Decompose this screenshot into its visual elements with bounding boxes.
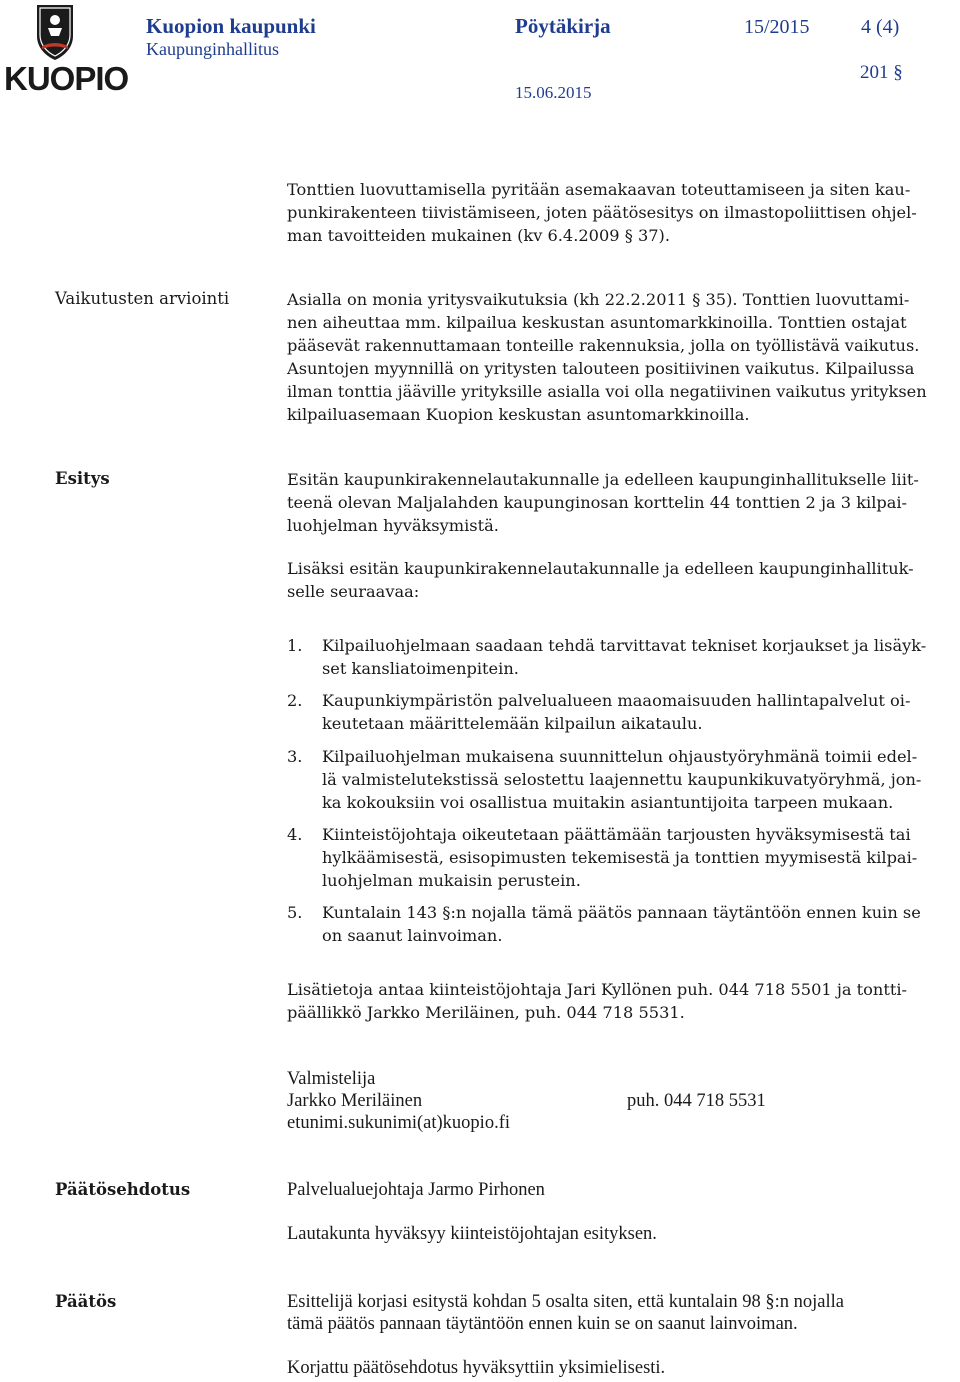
coat-of-arms-icon bbox=[4, 2, 104, 64]
list-item-line: Kiinteistöjohtaja oikeutetaan päättämään tarjousten hyväksymisestä tai bbox=[322, 825, 911, 844]
esitys-line: Esitän kaupunkirakennelautakunnalle ja edelleen kaupunginhallitukselle liit- bbox=[287, 470, 919, 489]
list-item-line: ka kokouksiin voi osallistua muitakin asiantuntijoita tarpeen mukaan. bbox=[322, 793, 894, 812]
vaikutukset-paragraph bbox=[287, 288, 960, 426]
intro-paragraph bbox=[287, 178, 960, 247]
list-item-text bbox=[322, 901, 957, 947]
paatosehdotus-proposal: Lautakunta hyväksyy kiinteistöjohtajan esityksen. bbox=[287, 1224, 657, 1244]
vaikutukset-label: Vaikutusten arviointi bbox=[55, 289, 230, 308]
valmistelija-block bbox=[287, 1068, 960, 1138]
list-item-line: keutetaan määrittelemään kilpailun aikataulu. bbox=[322, 714, 703, 733]
info-paragraph bbox=[287, 978, 960, 1024]
list-item-line: on saanut lainvoiman. bbox=[322, 926, 503, 945]
header-doc-type: Pöytäkirja bbox=[515, 14, 611, 38]
list-item-line: Kuntalain 143 §:n nojalla tämä päätös pannaan täytäntöön ennen kuin se bbox=[322, 903, 921, 922]
header-year-mark: 201 § bbox=[860, 62, 903, 83]
list-item-line: Kaupunkiympäristön palvelualueen maaomaisuuden hallintapalvelut oi- bbox=[322, 691, 911, 710]
kuopio-logo bbox=[4, 2, 129, 100]
vaikutukset-line: Asuntojen myynnillä on yritysten talouteen positiivinen vaikutus. Kilpailussa bbox=[287, 359, 915, 378]
list-item-number: 5. bbox=[287, 903, 303, 922]
list-item-text bbox=[322, 634, 957, 680]
valmistelija-title: Valmistelija bbox=[287, 1069, 376, 1089]
vaikutukset-line: pääsevät rakennuttamaan tonteille rakennuksia, jolla on työllistävä vaikutus. bbox=[287, 336, 920, 355]
info-line: Lisätietoja antaa kiinteistöjohtaja Jari Kyllönen puh. 044 718 5501 ja tontti- bbox=[287, 980, 907, 999]
list-item-line: Kilpailuohjelman mukaisena suunnittelun ohjaustyöryhmänä toimii edel- bbox=[322, 747, 918, 766]
intro-line: Tonttien luovuttamisella pyritään asemakaavan toteuttamiseen ja siten kau- bbox=[287, 180, 911, 199]
esitys-label: Esitys bbox=[55, 469, 110, 488]
esitys-line: teenä olevan Maljalahden kaupunginosan korttelin 44 tonttien 2 ja 3 kilpai- bbox=[287, 493, 908, 512]
esitys-line: selle seuraavaa: bbox=[287, 582, 420, 601]
paatosehdotus-label: Päätösehdotus bbox=[55, 1180, 191, 1199]
esitys-paragraph-2 bbox=[287, 557, 960, 603]
vaikutukset-line: Asialla on monia yritysvaikutuksia (kh 22.2.2011 § 35). Tonttien luovuttami- bbox=[287, 290, 910, 309]
vaikutukset-line: ilman tonttia jääville yrityksille asialla voi olla negatiivinen vaikutus yrityksen bbox=[287, 382, 927, 401]
info-line: päällikkö Jarkko Meriläinen, puh. 044 718 5531. bbox=[287, 1003, 685, 1022]
intro-line: punkirakenteen tiivistämiseen, joten päätösesitys on ilmastopoliittisen ohjel- bbox=[287, 203, 917, 222]
list-item-number: 1. bbox=[287, 636, 303, 655]
vaikutukset-line: nen aiheuttaa mm. kilpailua keskustan asuntomarkkinoilla. Tonttien ostajat bbox=[287, 313, 907, 332]
valmistelija-phone: puh. 044 718 5531 bbox=[627, 1091, 766, 1111]
list-item-line: lä valmistelutekstissä selostettu laajennettu kaupunkikuvatyöryhmä, jon- bbox=[322, 770, 922, 789]
vaikutukset-line: kilpailuasemaan Kuopion keskustan asuntomarkkinoilla. bbox=[287, 405, 750, 424]
list-item-line: hylkäämisestä, esisopimusten tekemisestä ja tonttien myymisestä kilpai- bbox=[322, 848, 918, 867]
paatos-line: tämä päätös pannaan täytäntöön ennen kuin se on saanut lainvoiman. bbox=[287, 1314, 798, 1334]
header-date: 15.06.2015 bbox=[515, 83, 592, 102]
list-item-line: Kilpailuohjelmaan saadaan tehdä tarvittavat tekniset korjaukset ja lisäyk- bbox=[322, 636, 927, 655]
header-body: Kaupunginhallitus bbox=[146, 39, 279, 59]
esitys-line: Lisäksi esitän kaupunkirakennelautakunnalle ja edelleen kaupunginhallituk- bbox=[287, 559, 914, 578]
paatos-line: Esittelijä korjasi esitystä kohdan 5 osalta siten, että kuntalain 98 §:n nojalla bbox=[287, 1292, 844, 1312]
list-item-text bbox=[322, 823, 957, 892]
list-item-number: 2. bbox=[287, 691, 303, 710]
valmistelija-name: Jarkko Meriläinen bbox=[287, 1091, 423, 1111]
valmistelija-email: etunimi.sukunimi(at)kuopio.fi bbox=[287, 1113, 511, 1133]
list-item-number: 3. bbox=[287, 747, 303, 766]
header-number: 15/2015 bbox=[744, 16, 810, 38]
paatosehdotus-presenter: Palvelualuejohtaja Jarmo Pirhonen bbox=[287, 1180, 545, 1200]
paatos-outcome: Korjattu päätösehdotus hyväksyttiin yksimielisesti. bbox=[287, 1358, 666, 1378]
list-item-text bbox=[322, 689, 957, 735]
paatos-paragraph bbox=[287, 1291, 960, 1335]
list-item-text bbox=[322, 745, 957, 814]
list-item-line: luohjelman mukaisin perustein. bbox=[322, 871, 581, 890]
paatos-label: Päätös bbox=[55, 1292, 117, 1311]
header-page: 4 (4) bbox=[861, 16, 900, 38]
esitys-paragraph-1 bbox=[287, 468, 960, 537]
esitys-line: luohjelman hyväksymistä. bbox=[287, 516, 499, 535]
intro-line: man tavoitteiden mukainen (kv 6.4.2009 § 37). bbox=[287, 226, 671, 245]
list-item-line: set kansliatoimenpitein. bbox=[322, 659, 519, 678]
header-org: Kuopion kaupunki bbox=[146, 14, 316, 38]
list-item-number: 4. bbox=[287, 825, 303, 844]
logo-wordmark: KUOPIO bbox=[4, 60, 129, 97]
